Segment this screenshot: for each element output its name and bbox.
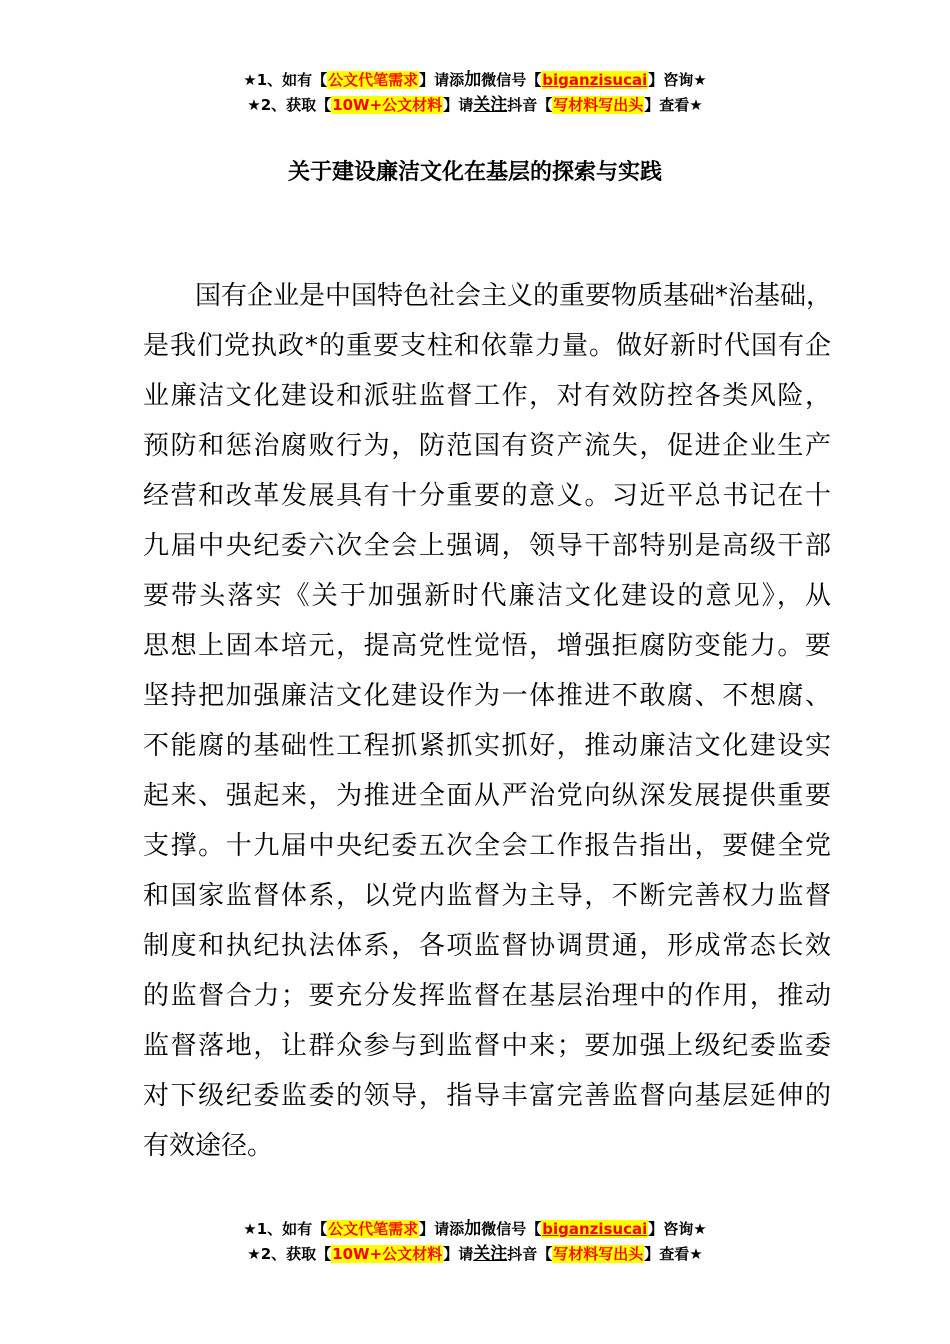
body-line: 的监督合力；要充分发挥监督在基层治理中的作用，推动 — [143, 981, 831, 1011]
body-line: 不能腐的基础性工程抓紧抓实抓好，推动廉洁文化建设实 — [143, 731, 831, 761]
promo-line-1: ★1、如有【公文代笔需求】请添加微信号【biganzisucai】咨询★ — [243, 70, 707, 90]
body-line: 监督落地，让群众参与到监督中来；要加强上级纪委监委 — [143, 1031, 831, 1061]
document-title: 关于建设廉洁文化在基层的探索与实践 — [287, 160, 662, 185]
body-line: 是我们党执政*的重要支柱和依靠力量。做好新时代国有企 — [143, 331, 831, 361]
body-line: 有效途径。 — [143, 1131, 274, 1161]
body-line: 思想上固本培元，提高党性觉悟，增强拒腐防变能力。要 — [143, 631, 831, 661]
body-line: 起来、强起来，为推进全面从严治党向纵深发展提供重要 — [143, 781, 831, 811]
promo-douyin-account: 写材料写出头 — [553, 1245, 644, 1263]
body-line: 九届中央纪委六次全会上强调，领导干部特别是高级干部 — [143, 531, 831, 561]
promo-line-2: ★2、获取【10W+公文材料】请关注抖音【写材料写出头】查看★ — [247, 95, 703, 115]
body-line: 对下级纪委监委的领导，指导丰富完善监督向基层延伸的 — [143, 1081, 831, 1111]
body-line: 业廉洁文化建设和派驻监督工作，对有效防控各类风险， — [143, 381, 831, 411]
promo-line-1: ★1、如有【公文代笔需求】请添加微信号【biganzisucai】咨询★ — [243, 1219, 707, 1239]
body-line: 坚持把加强廉洁文化建设作为一体推进不敢腐、不想腐、 — [143, 681, 831, 711]
promo-highlight-materials: 10W+公文材料 — [332, 1245, 443, 1263]
promo-highlight-materials: 10W+公文材料 — [332, 96, 443, 114]
promo-douyin-account: 写材料写出头 — [553, 96, 644, 114]
promo-wechat-id: biganzisucai — [542, 71, 648, 89]
document-body — [143, 271, 831, 1171]
promo-highlight-service: 公文代笔需求 — [328, 71, 419, 89]
promo-wechat-id: biganzisucai — [542, 1220, 648, 1238]
promo-banner-top — [0, 68, 950, 118]
body-line: 经营和改革发展具有十分重要的意义。习近平总书记在十 — [143, 481, 831, 511]
promo-highlight-service: 公文代笔需求 — [328, 1220, 419, 1238]
promo-line-2: ★2、获取【10W+公文材料】请关注抖音【写材料写出头】查看★ — [247, 1244, 703, 1264]
body-line: 预防和惩治腐败行为，防范国有资产流失，促进企业生产 — [143, 431, 831, 461]
body-line: 要带头落实《关于加强新时代廉洁文化建设的意见》，从 — [143, 581, 831, 611]
body-line: 制度和执纪执法体系，各项监督协调贯通，形成常态长效 — [143, 931, 831, 961]
body-line: 国有企业是中国特色社会主义的重要物质基础*治基础， — [195, 281, 833, 311]
body-line: 和国家监督体系，以党内监督为主导，不断完善权力监督 — [143, 881, 831, 911]
body-line: 支撑。十九届中央纪委五次全会工作报告指出，要健全党 — [143, 831, 831, 861]
promo-banner-bottom — [0, 1217, 950, 1267]
